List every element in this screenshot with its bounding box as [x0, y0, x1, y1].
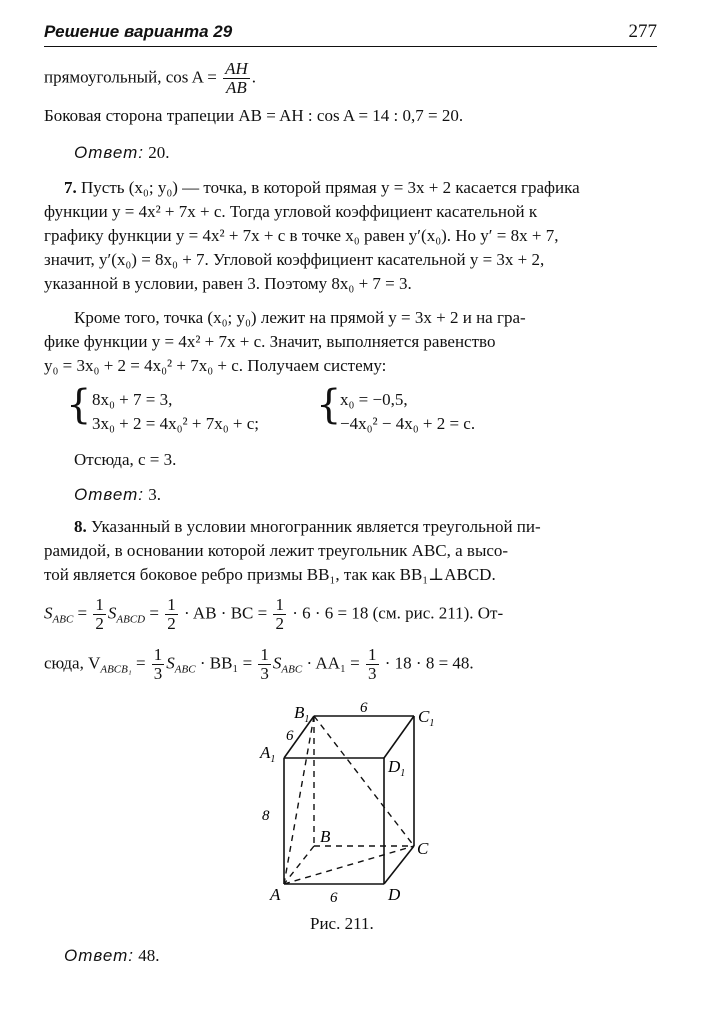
fraction-denominator: 3 [260, 663, 269, 683]
system-brace-left: { [66, 382, 92, 428]
text-fragment: = [131, 653, 150, 673]
problem-7-line-2: функции y = 4x² + 7x + c. Тогда угловой коэффициент касательной к [44, 202, 538, 221]
problem-8-line-1 [74, 517, 657, 537]
problem-7-result: Отсюда, c = 3. [74, 450, 177, 469]
subscript: ABCB₁ [100, 663, 132, 676]
problem-7b-line-3: y₀ = 3x₀ + 2 = 4x₀² + 7x₀ + c. Получаем систему: [44, 356, 387, 375]
header-rule [44, 46, 657, 47]
prism-figure [250, 696, 460, 906]
fraction-numerator: AH [225, 59, 248, 78]
problem-7b-line-2: фике функции y = 4x² + 7x + c. Значит, выполняется равенство [44, 332, 496, 351]
text-fragment: сюда, V [44, 653, 101, 673]
answer-label: Ответ: [74, 485, 145, 504]
text-fragment: = [145, 603, 164, 623]
fraction-numerator: 1 [368, 645, 377, 664]
system-1-eq-2: 3x₀ + 2 = 4x₀² + 7x₀ + c; [92, 414, 259, 433]
fraction-one-third [366, 646, 379, 683]
text-fragment: = [73, 603, 92, 623]
vertex-label-d: D [388, 885, 401, 904]
dimension-top-side: 6 [286, 728, 294, 744]
text-fragment: · AA₁ = [302, 653, 364, 673]
running-header-title: Решение варианта 29 [44, 22, 233, 41]
vertex-label-a1: $A_1$ [260, 743, 276, 765]
system-2-eq-2: −4x₀² − 4x₀ + 2 = c. [340, 414, 476, 433]
fraction-denominator: 2 [95, 613, 104, 633]
problem-8-line-3: той является боковое ребро призмы BB₁, так как BB₁⊥ABCD. [44, 565, 496, 584]
text-line-1 [44, 60, 657, 97]
fraction-numerator: 1 [153, 645, 163, 664]
problem-8-line-2: рамидой, в основании которой лежит треугольник ABC, а высо- [44, 541, 509, 560]
edge-c-d [384, 846, 414, 884]
answer-3 [64, 946, 160, 966]
fraction-one-half [273, 596, 286, 633]
fraction-one-half [93, 596, 106, 633]
problem-number: 8. [74, 517, 87, 536]
text-fragment: Указанный в условии многогранник является треугольной пи- [86, 517, 541, 536]
problem-8-volume-line [44, 646, 657, 683]
subscript: ABC [281, 663, 303, 676]
fraction-denominator: 3 [368, 663, 377, 683]
fraction-numerator: 1 [95, 595, 104, 614]
edge-c1-d1 [384, 716, 414, 758]
text-fragment: S [107, 603, 117, 623]
fraction-one-third [152, 646, 165, 683]
fraction-denominator: 2 [167, 613, 176, 633]
text-fragment: . [251, 67, 257, 87]
edge-b-a-hidden [284, 846, 314, 884]
system-2-eq-1: x₀ = −0,5, [340, 390, 408, 409]
text-fragment: · AB · BC = [179, 603, 272, 623]
vertex-label-a: A [270, 885, 281, 904]
answer-2 [74, 485, 161, 505]
vertex-label-b1: $B_1$ [294, 703, 310, 725]
problem-7b-line-1: Кроме того, точка (x₀; y₀) лежит на прямой y = 3x + 2 и на гра- [74, 308, 526, 327]
subscript: ABC [174, 663, 196, 676]
answer-label: Ответ: [64, 946, 135, 965]
answer-label: Ответ: [74, 143, 145, 162]
page-number: 277 [628, 21, 657, 42]
text-fragment: · 6 · 6 = 18 (см. рис. 211). От- [287, 603, 504, 623]
answer-value: 20. [148, 143, 170, 162]
text-fragment: · BB₁ = [195, 653, 257, 673]
figure-caption: Рис. 211. [310, 914, 374, 933]
fraction-one-third [258, 646, 271, 683]
fraction-denominator: AB [226, 77, 247, 97]
fraction-numerator: 1 [260, 645, 269, 664]
edge-a-c-hidden [284, 846, 414, 884]
fraction-numerator: 1 [167, 595, 176, 614]
fraction-ah-ab [223, 60, 250, 97]
vertex-label-c: C [417, 839, 429, 858]
text-fragment: S [166, 653, 175, 673]
dimension-bottom: 6 [330, 890, 338, 906]
problem-number: 7. [64, 178, 77, 197]
system-1-eq-1: 8x₀ + 7 = 3, [92, 390, 173, 409]
answer-1 [74, 143, 170, 163]
problem-7-line-1 [64, 178, 657, 198]
problem-7-line-3: графику функции y = 4x² + 7x + c в точке x₀ равен y′(x₀). Но y′ = 8x + 7, [44, 226, 559, 245]
dimension-height: 8 [262, 808, 270, 824]
text-fragment: Пусть (x₀; y₀) — точка, в которой прямая y = 3x + 2 касается графика [81, 178, 580, 197]
vertex-label-d1: $D_1$ [388, 757, 406, 779]
vertex-label-b: B [320, 827, 331, 846]
fraction-denominator: 2 [275, 613, 284, 633]
problem-7-line-4: значит, y′(x₀) = 8x₀ + 7. Угловой коэффициент касательной y = 3x + 2, [44, 250, 545, 269]
answer-value: 3. [148, 485, 162, 504]
fraction-one-half [165, 596, 178, 633]
subscript: ABC [52, 613, 74, 626]
fraction-numerator: 1 [275, 595, 284, 614]
text-fragment: прямоугольный, cos A = [44, 67, 222, 87]
text-fragment: · 18 · 8 = 48. [380, 653, 474, 673]
dimension-top: 6 [360, 700, 368, 716]
problem-7-line-5: указанной в условии, равен 3. Поэтому 8x₀ + 7 = 3. [44, 274, 412, 293]
problem-8-area-line [44, 596, 657, 633]
text-line-2: Боковая сторона трапеции AB = AH : cos A = 14 : 0,7 = 20. [44, 106, 464, 125]
text-fragment: S [272, 653, 282, 673]
text-fragment: S [44, 603, 53, 623]
subscript: ABCD [116, 613, 146, 626]
system-brace-right: { [316, 382, 342, 428]
vertex-label-c1: $C_1$ [418, 707, 435, 729]
fraction-denominator: 3 [153, 663, 163, 683]
answer-value: 48. [138, 946, 160, 965]
